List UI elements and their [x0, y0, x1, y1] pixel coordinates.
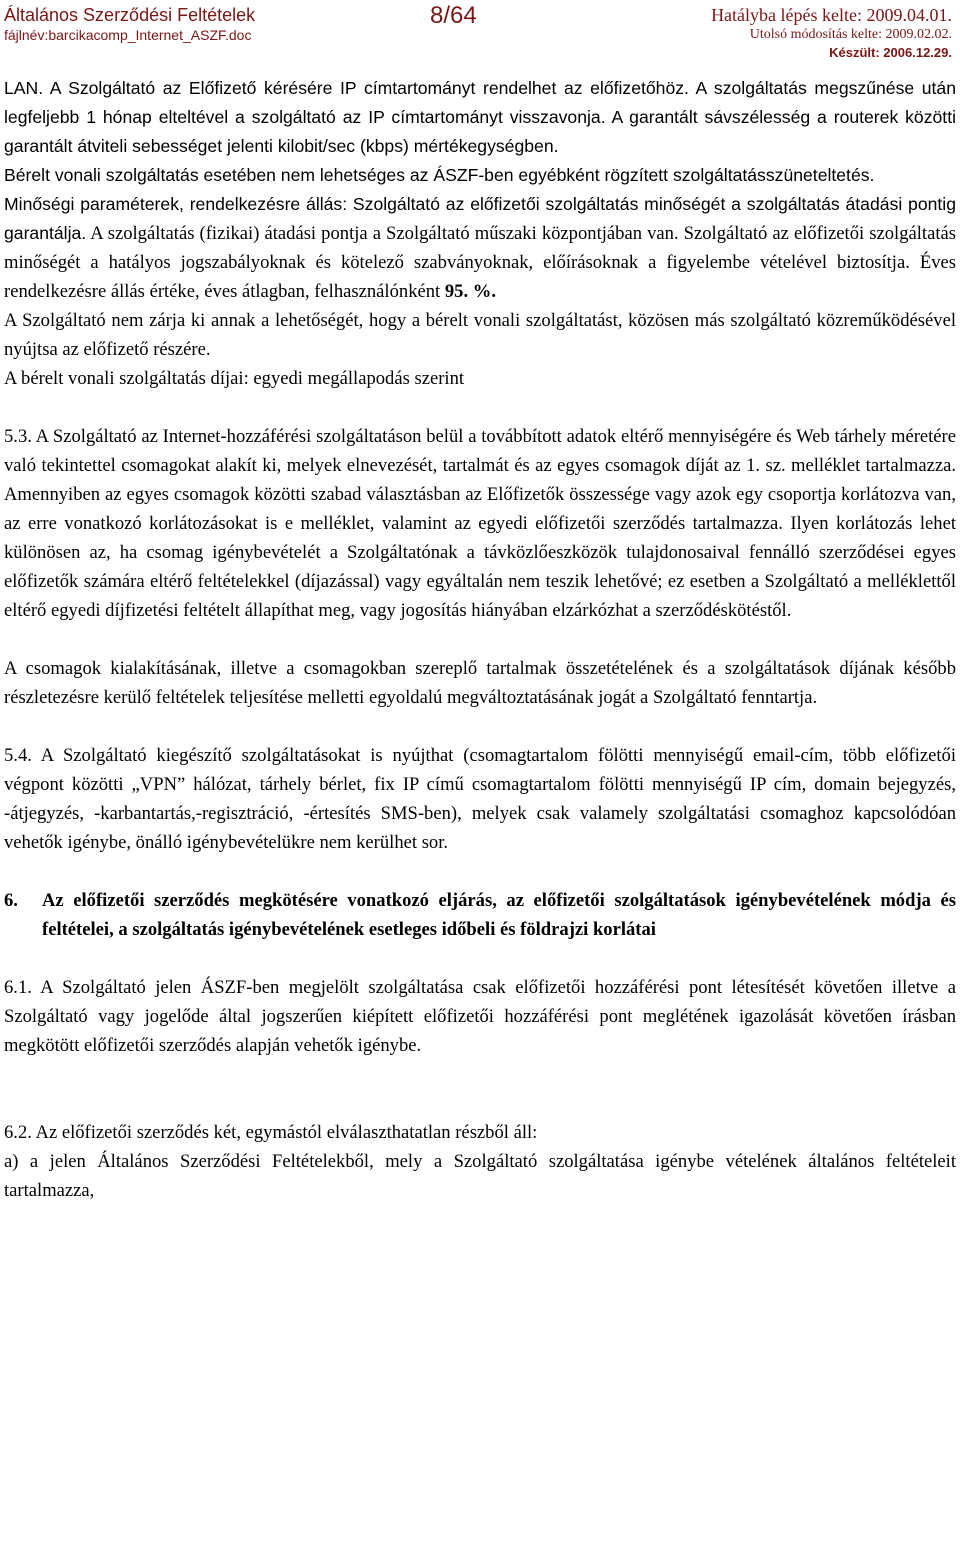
- spacer: [4, 712, 956, 741]
- spacer: [4, 625, 956, 654]
- page-header: [0, 0, 960, 70]
- paragraph-cooperation: A Szolgáltató nem zárja ki annak a lehetőségét, hogy a bérelt vonali szolgáltatást, közösen más szolgáltató közreműködésével nyújtsa az előfizető részére.: [4, 310, 956, 360]
- section-title: Az előfizetői szerződés megkötésére vonatkozó eljárás, az előfizetői szolgáltatások igénybevételének módja és feltételei, a szolgáltatás igénybevételének esetleges időbeli és földrajzi korlátai: [42, 890, 956, 940]
- paragraph-packages: A csomagok kialakításának, illetve a csomagokban szereplő tartalmak összetételének és a szolgáltatások díjának később részletezésre kerülő feltételek teljesítése melletti egyoldalú megváltoztatásának jogát a Szolgáltató fenntartja.: [4, 658, 956, 708]
- file-name: fájlnév:barcikacomp_Internet_ASZF.doc: [4, 27, 252, 43]
- page-number: 8/64: [430, 2, 477, 29]
- document-title: Általános Szerződési Feltételek: [4, 5, 256, 25]
- document-body: [4, 74, 956, 1205]
- availability-value: 95. %.: [440, 281, 496, 302]
- spacer: [4, 393, 956, 422]
- quality-intro: Minőségi paraméterek, rendelkezésre állás: Szolgáltató az előfizetői szolgáltatás minőségét a szolgáltatás átadási pontig garantálja.: [4, 194, 956, 243]
- paragraph-ip-range: LAN. A Szolgáltató az Előfizető kérésére IP címtartományt rendelhet az előfizetőhöz. A szolgáltatás megszűnése után legfeljebb 1 hónap elteltével a szolgáltató az IP címtartományt visszavonja. A garantált sávszélesség a routerek közötti garantált átviteli sebességet jelenti kilobit/sec (kbps) mértékegységben.: [4, 78, 956, 156]
- paragraph-5-3: 5.3. A Szolgáltató az Internet-hozzáférési szolgáltatáson belül a továbbított adatok eltérő mennyiségére és Web tárhely méretére való tekintettel csomagokat alakít ki, melyek elnevezését, tartalmát és az egyes csomagok díját az 1. sz. melléklet tartalmazza. Amennyiben az egyes csomagok közötti szabad választásban az Előfizetők összessége vagy azok egy csoportja korlátozva van, az erre vonatkozó korlátozásokat is e melléklet, valamint az egyedi előfizetői szerződés tartalmazza. Ilyen korlátozás lehet különösen az, ha csomag igénybevételét a Szolgáltatónak a távközlőeszközök tulajdonosaival fennálló szerződései egyes előfizetők számára eltérő feltételekkel (díjazással) vagy egyáltalán nem teszik lehetővé; ez esetben a Szolgáltató a melléklettől eltérő egyedi díjfizetési feltételt állapíthat meg, vagy jogosítás hiányában elzárkózhat a szerződéskötéstől.: [4, 426, 956, 621]
- quality-details: A szolgáltatás (fizikai) átadási pontja a Szolgáltató műszaki központjában van. Szolgáltató az előfizetői szolgáltatás minőségét a hatályos jogszabályoknak és kötelező szabványoknak, előírásoknak a figyelembe vételével biztosítja. Éves rendelkezésre állás értéke, éves átlagban, felhasználónként: [4, 223, 956, 302]
- section-heading-6: [4, 886, 956, 944]
- effective-date: Hatályba lépés kelte: 2009.04.01.: [711, 5, 952, 25]
- paragraph-quality-parameters: [4, 190, 956, 306]
- section-number: 6.: [4, 890, 18, 911]
- paragraph-leased-line-fees: A bérelt vonali szolgáltatás díjai: egyedi megállapodás szerint: [4, 368, 465, 389]
- paragraph-6-2-a: a) a jelen Általános Szerződési Feltételekből, mely a Szolgáltató szolgáltatása igénybe vételének általános feltételeit tartalmazza,: [4, 1151, 956, 1201]
- paragraph-5-4: 5.4. A Szolgáltató kiegészítő szolgáltatásokat is nyújthat (csomagtartalom fölötti mennyiségű email-cím, több előfizetői végpont közötti „VPN” hálózat, tárhely bérlet, fix IP című csomagtartalom fölötti mennyiségű IP cím, domain bejegyzés, -átjegyzés, -karbantartás,-regisztráció, -értesítés SMS-ben), melyek csak valamely szolgáltatási csomaghoz kapcsolódóan vehetők igénybe, önálló igénybevételükre nem kerülhet sor.: [4, 745, 956, 853]
- paragraph-6-2: 6.2. Az előfizetői szerződés két, egymástól elválaszthatatlan részből áll:: [4, 1122, 538, 1143]
- created-date: Készült: 2006.12.29.: [829, 45, 952, 60]
- header-right: [711, 4, 952, 62]
- paragraph-6-1: 6.1. A Szolgáltató jelen ÁSZF-ben megjelölt szolgáltatása csak előfizetői hozzáférési pont létesítését követően illetve a Szolgáltató vagy jogelőde által jogszerűen kiépített előfizetői hozzáférési pont meglétének igazolását követően írásban megkötött előfizetői szerződés alapján vehetők igénybe.: [4, 977, 956, 1056]
- paragraph-leased-line-suspension: Bérelt vonali szolgáltatás esetében nem lehetséges az ÁSZF-ben egyébként rögzített szolgáltatásszüneteltetés.: [4, 165, 875, 185]
- spacer: [4, 1060, 956, 1118]
- spacer: [4, 944, 956, 973]
- spacer: [4, 857, 956, 886]
- modified-date: Utolsó módosítás kelte: 2009.02.02.: [749, 27, 952, 42]
- header-left: [4, 4, 255, 44]
